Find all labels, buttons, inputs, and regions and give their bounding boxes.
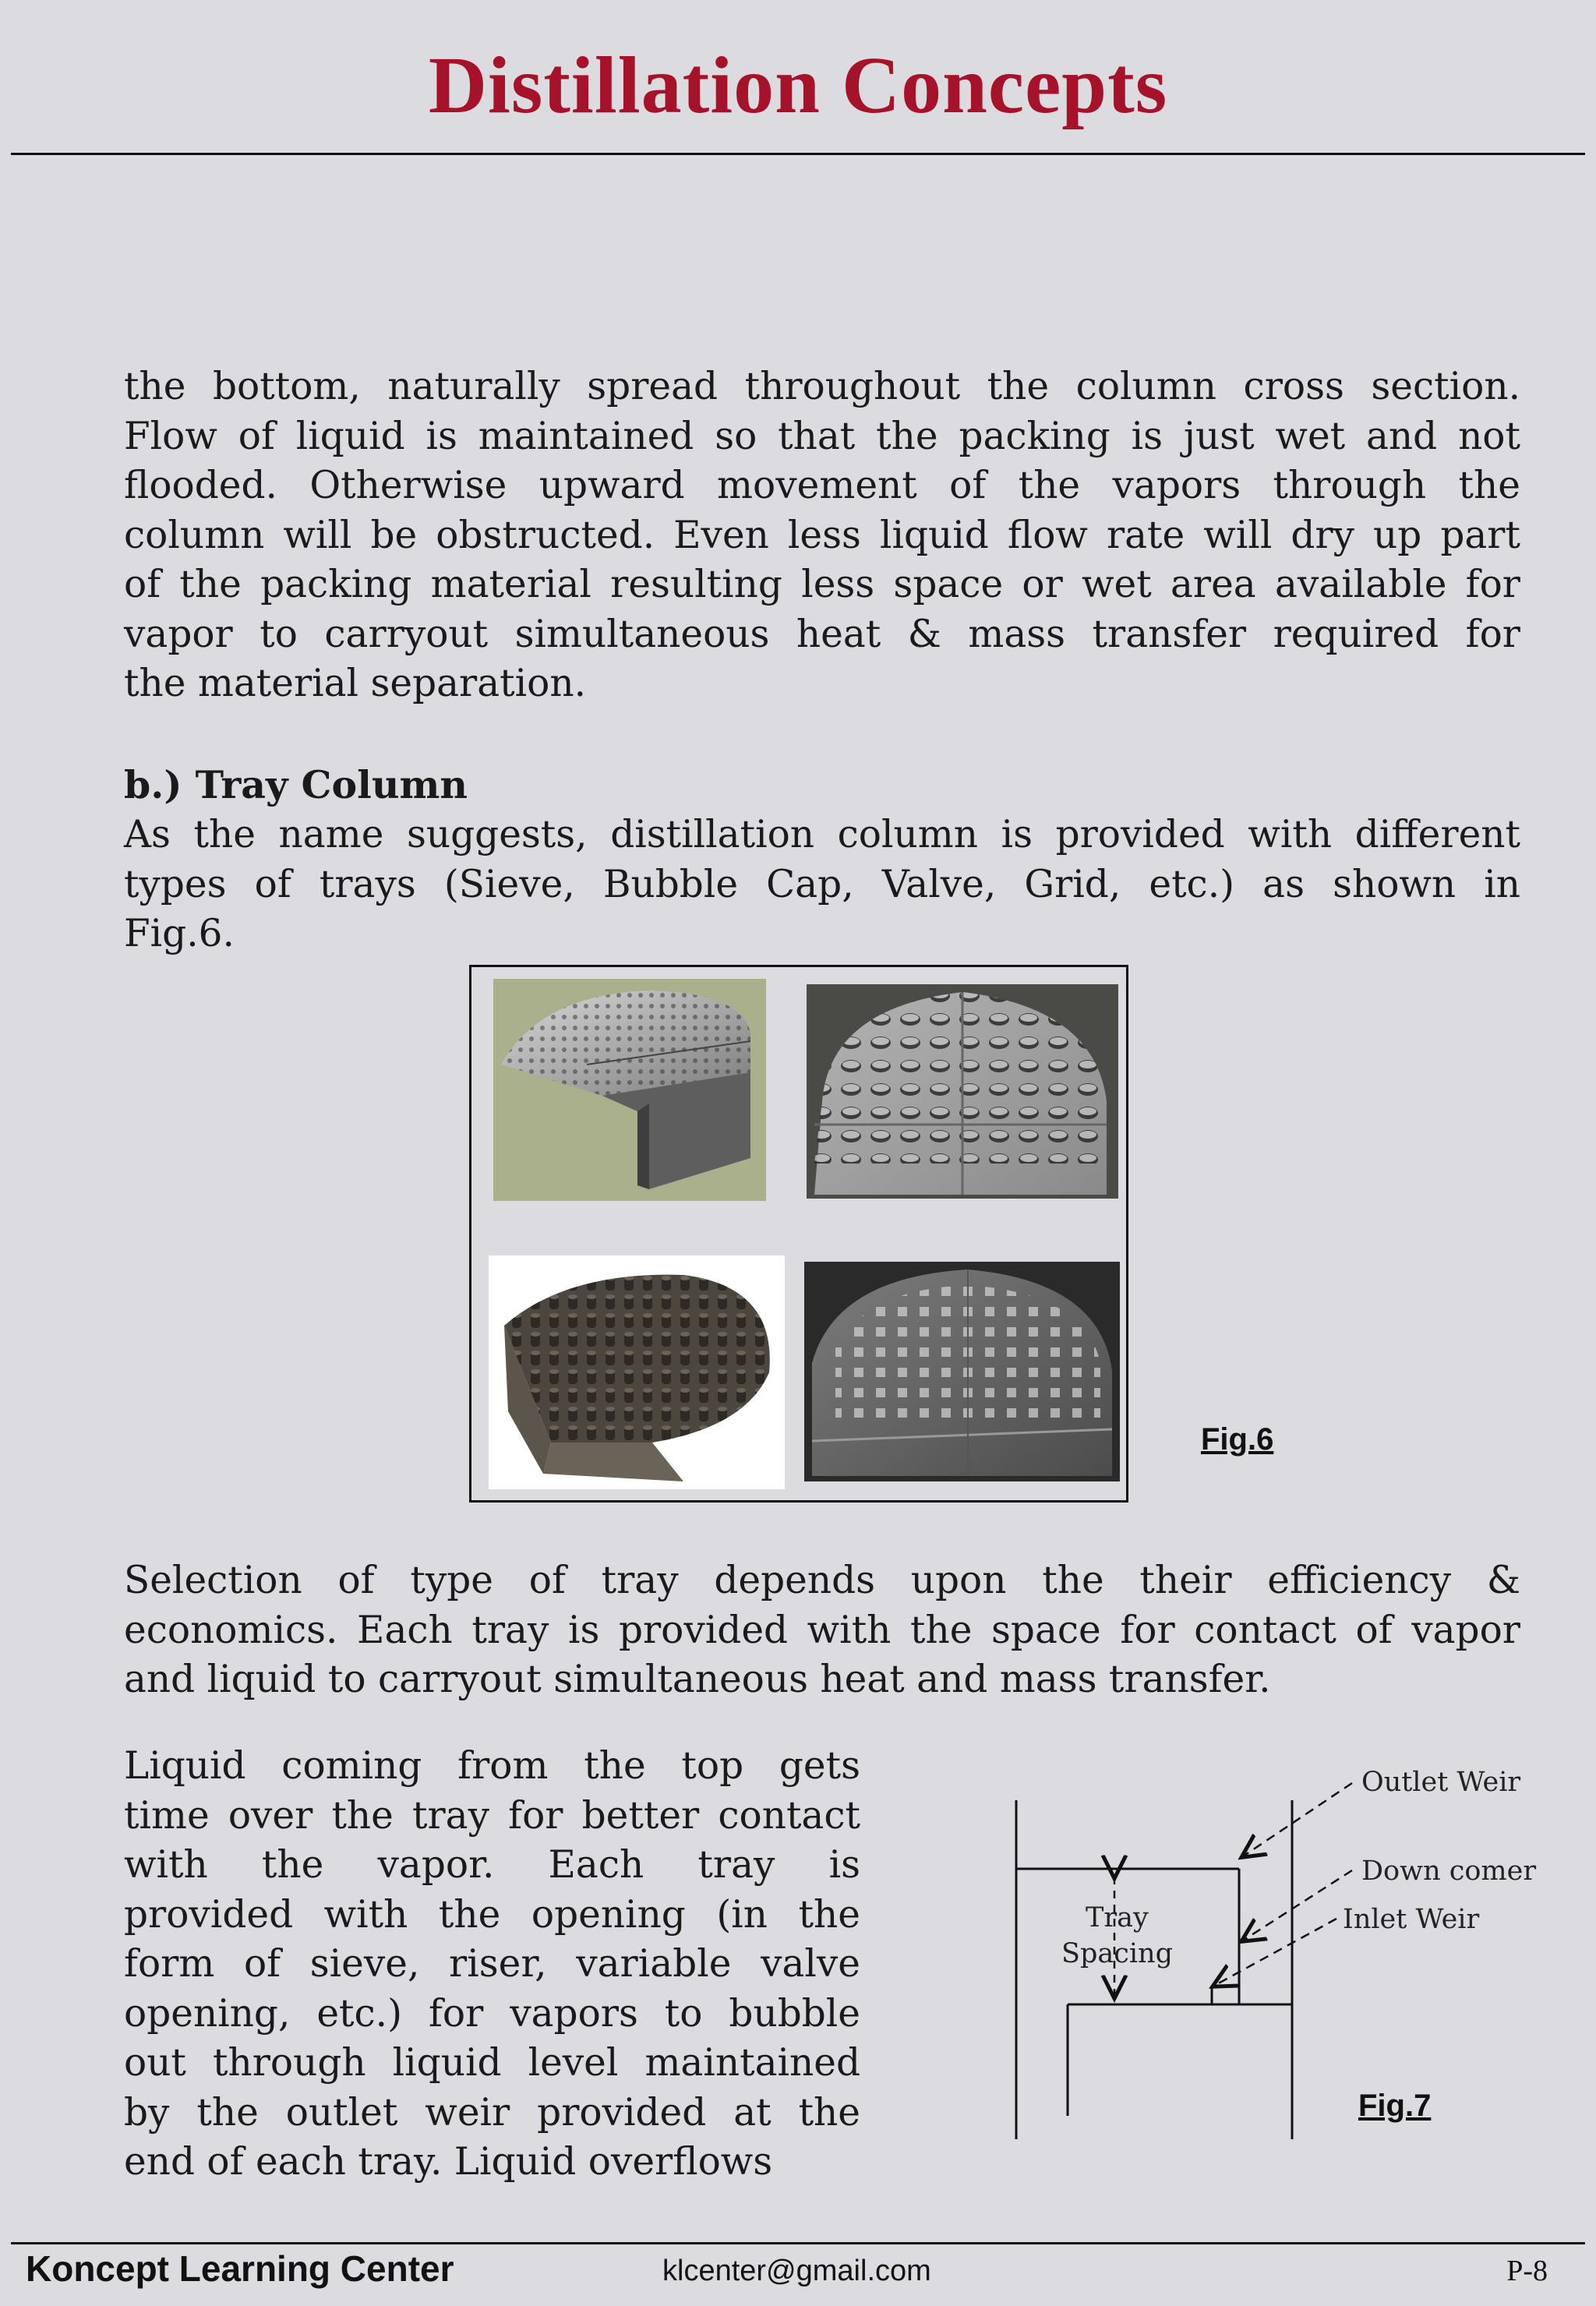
text-line: vapor to carryout simultaneous heat & mass transfer required for bbox=[124, 612, 1520, 656]
figure-7-diagram bbox=[1005, 1753, 1566, 2159]
text-line: Fig.6. bbox=[124, 912, 235, 955]
text-line: opening, etc.) for vapors to bubble bbox=[124, 1991, 860, 2036]
tray-label: Tray bbox=[1086, 1902, 1149, 1933]
text-line: of the packing material resulting less space or wet area available for bbox=[124, 563, 1520, 606]
spacing-label: Spacing bbox=[1061, 1938, 1173, 1969]
text-line: economics. Each tray is provided with the space for contact of vapor bbox=[124, 1608, 1520, 1652]
text-line: end of each tray. Liquid overflows bbox=[124, 2140, 773, 2184]
paragraph-liquid-flow bbox=[124, 1742, 860, 2188]
paragraph-tray-selection bbox=[124, 1556, 1520, 1705]
paragraph-tray-intro bbox=[124, 810, 1520, 959]
text-line: flooded. Otherwise upward movement of the vapors through the bbox=[124, 464, 1520, 507]
text-line: Selection of type of tray depends upon the their efficiency & bbox=[124, 1559, 1520, 1602]
text-line: with the vapor. Each tray is bbox=[124, 1843, 860, 1887]
valve-tray-photo bbox=[807, 984, 1118, 1199]
figure-7-label: Fig.7 bbox=[1358, 2089, 1432, 2123]
inlet-weir-label: Inlet Weir bbox=[1343, 1904, 1480, 1935]
outlet-weir-label: Outlet Weir bbox=[1361, 1767, 1521, 1798]
text-line: Liquid coming from the top gets bbox=[124, 1744, 860, 1788]
text-line: by the outlet weir provided at the bbox=[124, 2090, 860, 2135]
text-line: Flow of liquid is maintained so that the packing is just wet and not bbox=[124, 414, 1520, 458]
footer-email[interactable]: klcenter@gmail.com bbox=[662, 2255, 931, 2287]
text-line: the bottom, naturally spread throughout the column cross section. bbox=[124, 365, 1520, 408]
text-line: provided with the opening (in the bbox=[124, 1892, 860, 1937]
text-line: time over the tray for better contact bbox=[124, 1793, 860, 1838]
text-line: types of trays (Sieve, Bubble Cap, Valve, Grid, etc.) as shown in bbox=[124, 862, 1520, 906]
text-line: As the name suggests, distillation column is provided with different bbox=[124, 813, 1520, 856]
down-comer-leader bbox=[1243, 1870, 1352, 1941]
sieve-tray-photo bbox=[493, 979, 766, 1201]
down-comer-label: Down comer bbox=[1361, 1856, 1537, 1887]
text-line: and liquid to carryout simultaneous heat and mass transfer. bbox=[124, 1658, 1271, 1701]
section-heading: b.) Tray Column bbox=[124, 762, 468, 807]
header-divider bbox=[11, 153, 1585, 155]
footer-divider bbox=[11, 2242, 1585, 2244]
figure-6-label: Fig.6 bbox=[1201, 1422, 1274, 1457]
paragraph-packing-flow bbox=[124, 362, 1520, 709]
outlet-weir-leader bbox=[1243, 1783, 1352, 1856]
text-line: column will be obstructed. Even less liquid flow rate will dry up part bbox=[124, 513, 1520, 557]
inlet-weir-leader bbox=[1214, 1919, 1336, 1986]
grid-tray-photo bbox=[804, 1262, 1120, 1481]
page-number: P-8 bbox=[1506, 2255, 1548, 2287]
page-title: Distillation Concepts bbox=[428, 41, 1168, 130]
text-line: out through liquid level maintained bbox=[124, 2041, 860, 2085]
text-line: the material separation. bbox=[124, 662, 586, 705]
figure-6 bbox=[469, 965, 1128, 1503]
bubble-cap-tray-photo bbox=[489, 1255, 785, 1489]
text-line: form of sieve, riser, variable valve bbox=[124, 1942, 860, 1986]
footer-brand: Koncept Learning Center bbox=[26, 2248, 454, 2289]
